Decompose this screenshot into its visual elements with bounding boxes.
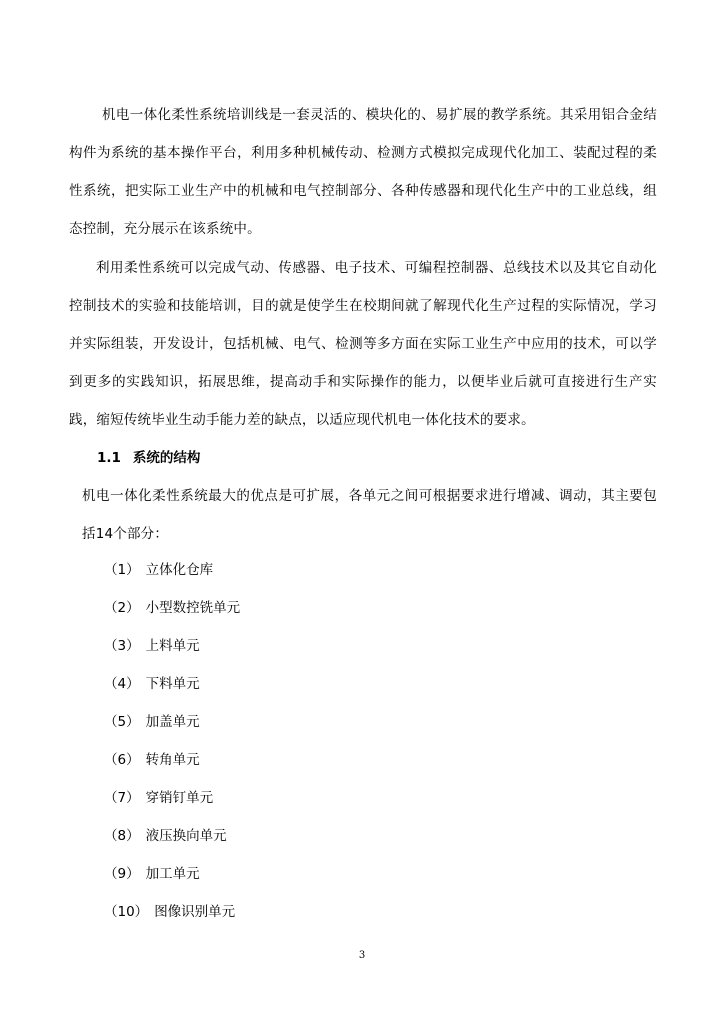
section-intro-paragraph: 机电一体化柔性系统最大的优点是可扩展，各单元之间可根据要求进行增减、调动，其主要包括14个部分： — [82, 488, 657, 542]
list-item — [104, 634, 200, 658]
list-item-text: 加盖单元 — [145, 714, 200, 730]
list-item — [104, 900, 235, 924]
list-item-index: （2） — [104, 600, 140, 616]
list-item-text: 加工单元 — [145, 866, 200, 882]
list-item-text: 小型数控铣单元 — [145, 600, 241, 616]
section-heading — [97, 439, 200, 477]
list-item-index: （3） — [104, 638, 140, 654]
list-item-text: 下料单元 — [145, 676, 200, 692]
list-item-index: （5） — [104, 714, 140, 730]
list-item-text: 立体化仓库 — [145, 562, 214, 578]
list-item-text: 转角单元 — [145, 752, 200, 768]
list-item-index: （10） — [104, 904, 149, 920]
section-title: 系统的结构 — [132, 450, 201, 466]
list-item-text: 上料单元 — [145, 638, 200, 654]
section-number: 1.1 — [97, 450, 121, 466]
page-number: 3 — [358, 950, 366, 961]
list-item — [104, 824, 227, 848]
list-item — [104, 862, 200, 886]
list-item-index: （9） — [104, 866, 140, 882]
list-item-text: 液压换向单元 — [145, 828, 227, 844]
list-item — [104, 748, 200, 772]
list-item — [104, 672, 200, 696]
training-paragraph: 利用柔性系统可以完成气动、传感器、电子技术、可编程控制器、总线技术以及其它自动化控制技术的实验和技能培训，目的就是使学生在校期间就了解现代化生产过程的实际情况，学习并实际组装，开发设计，包括机械、电气、检测等多方面在实际工业生产中应用的技术，可以学到更多的实践知识，拓展思维，提高动手和实际操作的能力，以便毕业后就可直接进行生产实践，缩短传统毕业生动手能力差的缺点，以适应现代机电一体化技术的要求。 — [69, 260, 657, 428]
list-item-index: （7） — [104, 790, 140, 806]
list-item-index: （4） — [104, 676, 140, 692]
list-item — [104, 710, 200, 734]
list-item — [104, 786, 213, 810]
list-item — [104, 558, 213, 582]
list-item — [104, 596, 240, 620]
list-item-text: 穿销钉单元 — [145, 790, 214, 806]
list-item-index: （8） — [104, 828, 140, 844]
list-item-text: 图像识别单元 — [154, 904, 236, 920]
list-item-index: （1） — [104, 562, 140, 578]
list-item-index: （6） — [104, 752, 140, 768]
intro-paragraph: 机电一体化柔性系统培训线是一套灵活的、模块化的、易扩展的教学系统。其采用铝合金结构件为系统的基本操作平台，利用多种机械传动、检测方式模拟完成现代化加工、装配过程的柔性系统，把实际工业生产中的机械和电气控制部分、各种传感器和现代化生产中的工业总线，组态控制，充分展示在该系统中。 — [69, 107, 657, 237]
